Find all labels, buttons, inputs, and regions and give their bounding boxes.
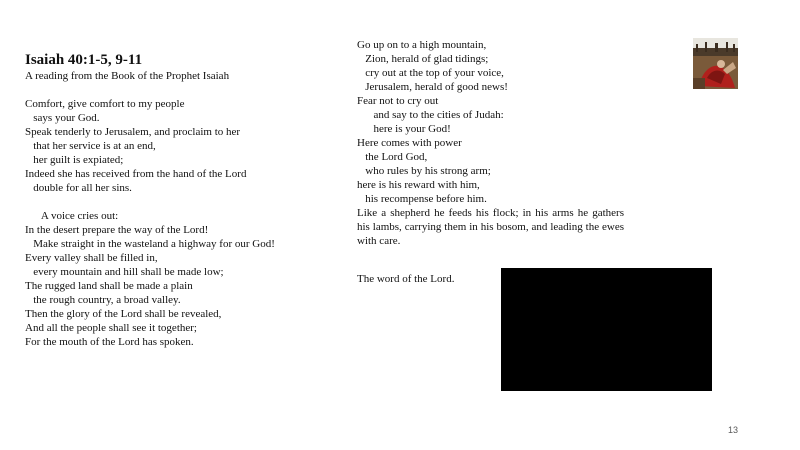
verse-line: the rough country, a broad valley.	[25, 294, 181, 306]
verse-line: here is your God!	[357, 123, 451, 135]
verse-line: And all the people shall see it together;	[25, 322, 197, 334]
verse-line: Every valley shall be filled in,	[25, 252, 158, 264]
verse-line: Comfort, give comfort to my people	[25, 98, 185, 110]
reading-title: Isaiah 40:1-5, 9-11	[25, 52, 143, 68]
verse-line: that her service is at an end,	[25, 140, 156, 152]
redacted-black-box	[501, 268, 712, 391]
stanza-1	[25, 97, 345, 195]
verse-line: cry out at the top of your voice,	[357, 67, 504, 79]
verse-line: who rules by his strong arm;	[357, 165, 491, 177]
verse-line: double for all her sins.	[25, 182, 132, 194]
verse-line: Here comes with power	[357, 137, 462, 149]
painting-thumbnail	[693, 38, 738, 89]
verse-line: The rugged land shall be made a plain	[25, 280, 193, 292]
stanza-2	[25, 209, 345, 349]
verse-line: Indeed she has received from the hand of the Lord	[25, 168, 247, 180]
verse-line: and say to the cities of Judah:	[357, 109, 504, 121]
verse-line: says your God.	[25, 112, 100, 124]
verse-line: his recompense before him.	[357, 193, 487, 205]
reading-conclusion: The word of the Lord.	[357, 273, 455, 285]
stanza-gap	[25, 195, 345, 209]
page-number: 13	[728, 425, 739, 435]
verse-line: here is his reward with him,	[357, 179, 480, 191]
reading-right-column	[357, 38, 624, 248]
verse-line: Then the glory of the Lord shall be revealed,	[25, 308, 222, 320]
closing-paragraph: Like a shepherd he feeds his flock; in his arms he gathers his lambs, carrying them in his bosom, and leading the ewes with care.	[357, 207, 624, 247]
verse-line: Make straight in the wasteland a highway for our God!	[25, 238, 275, 250]
verse-line: A voice cries out:	[25, 210, 119, 222]
stanza-3	[357, 38, 624, 206]
reading-subtitle: A reading from the Book of the Prophet Isaiah	[25, 70, 230, 82]
verse-line: Go up on to a high mountain,	[357, 39, 487, 51]
verse-line: Speak tenderly to Jerusalem, and proclaim to her	[25, 126, 241, 138]
verse-line: the Lord God,	[357, 151, 428, 163]
verse-line: In the desert prepare the way of the Lord!	[25, 224, 209, 236]
verse-line: her guilt is expiated;	[25, 154, 124, 166]
verse-line: Fear not to cry out	[357, 95, 439, 107]
verse-line: Jerusalem, herald of good news!	[357, 81, 508, 93]
verse-line: every mountain and hill shall be made low;	[25, 266, 224, 278]
verse-line: For the mouth of the Lord has spoken.	[25, 336, 194, 348]
reading-left-column	[25, 52, 345, 349]
verse-line: Zion, herald of glad tidings;	[357, 53, 489, 65]
